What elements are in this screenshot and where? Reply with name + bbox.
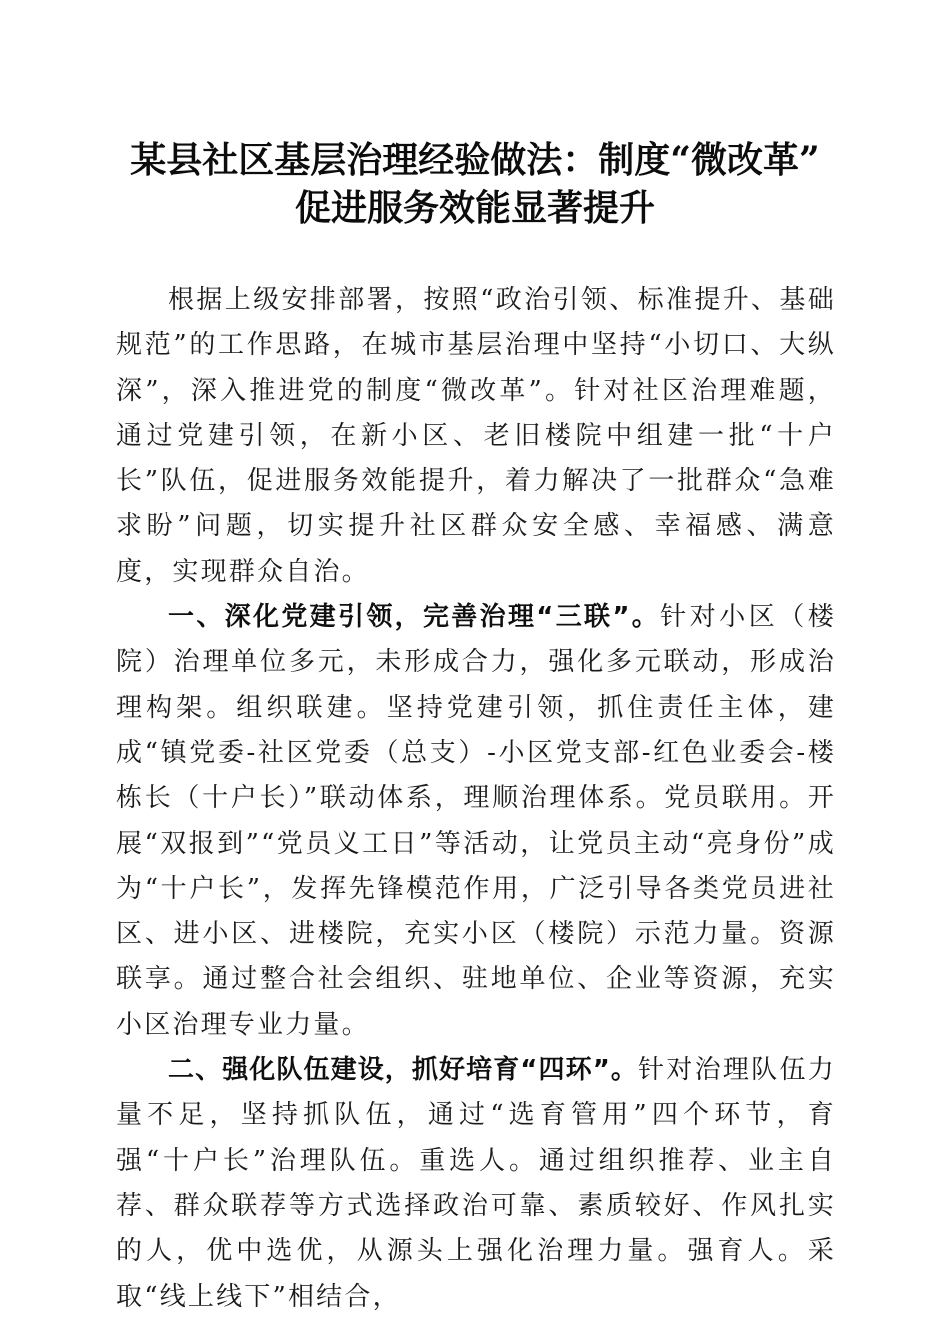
intro-paragraph: 根据上级安排部署，按照“政治引领、标准提升、基础规范”的工作思路，在城市基层治理中坚持“小切口、大纵深”，深入推进党的制度“微改革”。针对社区治理难题，通过党建引领，在新小区、老旧楼院中组建一批“十户长”队伍，促进服务效能提升，着力解决了一批群众“急难求盼”问题，切实提升社区群众安全感、幸福感、满意度，实现群众自治。 (116, 285, 836, 587)
section-1-heading: 一、深化党建引领，完善治理“三联”。 (168, 602, 661, 633)
section-2-paragraph (116, 1048, 836, 1320)
section-1-body: 针对小区（楼院）治理单位多元，未形成合力，强化多元联动，形成治理构架。组织联建。坚持党建引领，抓住责任主体，建成“镇党委-社区党委（总支）-小区党支部-红色业委会-楼栋长（十户长）”联动体系，理顺治理体系。党员联用。开展“双报到”“党员义工日”等活动，让党员主动“亮身份”成为“十户长”，发挥先锋模范作用，广泛引导各类党员进社区、进小区、进楼院，充实小区（楼院）示范力量。资源联享。通过整合社会组织、驻地单位、企业等资源，充实小区治理专业力量。 (116, 602, 836, 1040)
title-line-2: 促进服务效能显著提升 (294, 187, 655, 229)
section-1-paragraph (116, 595, 836, 1048)
document-title (110, 136, 840, 232)
section-2-body: 针对治理队伍力量不足，坚持抓队伍，通过“选育管用”四个环节，育强“十户长”治理队伍。重选人。通过组织推荐、业主自荐、群众联荐等方式选择政治可靠、素质较好、作风扎实的人，优中选优，从源头上强化治理力量。强育人。采取“线上线下”相结合， (116, 1055, 836, 1312)
section-2-heading: 二、强化队伍建设，抓好培育“四环”。 (168, 1055, 638, 1086)
title-line-1: 某县社区基层治理经验做法：制度“微改革” (130, 139, 820, 181)
document-body (116, 278, 836, 1320)
